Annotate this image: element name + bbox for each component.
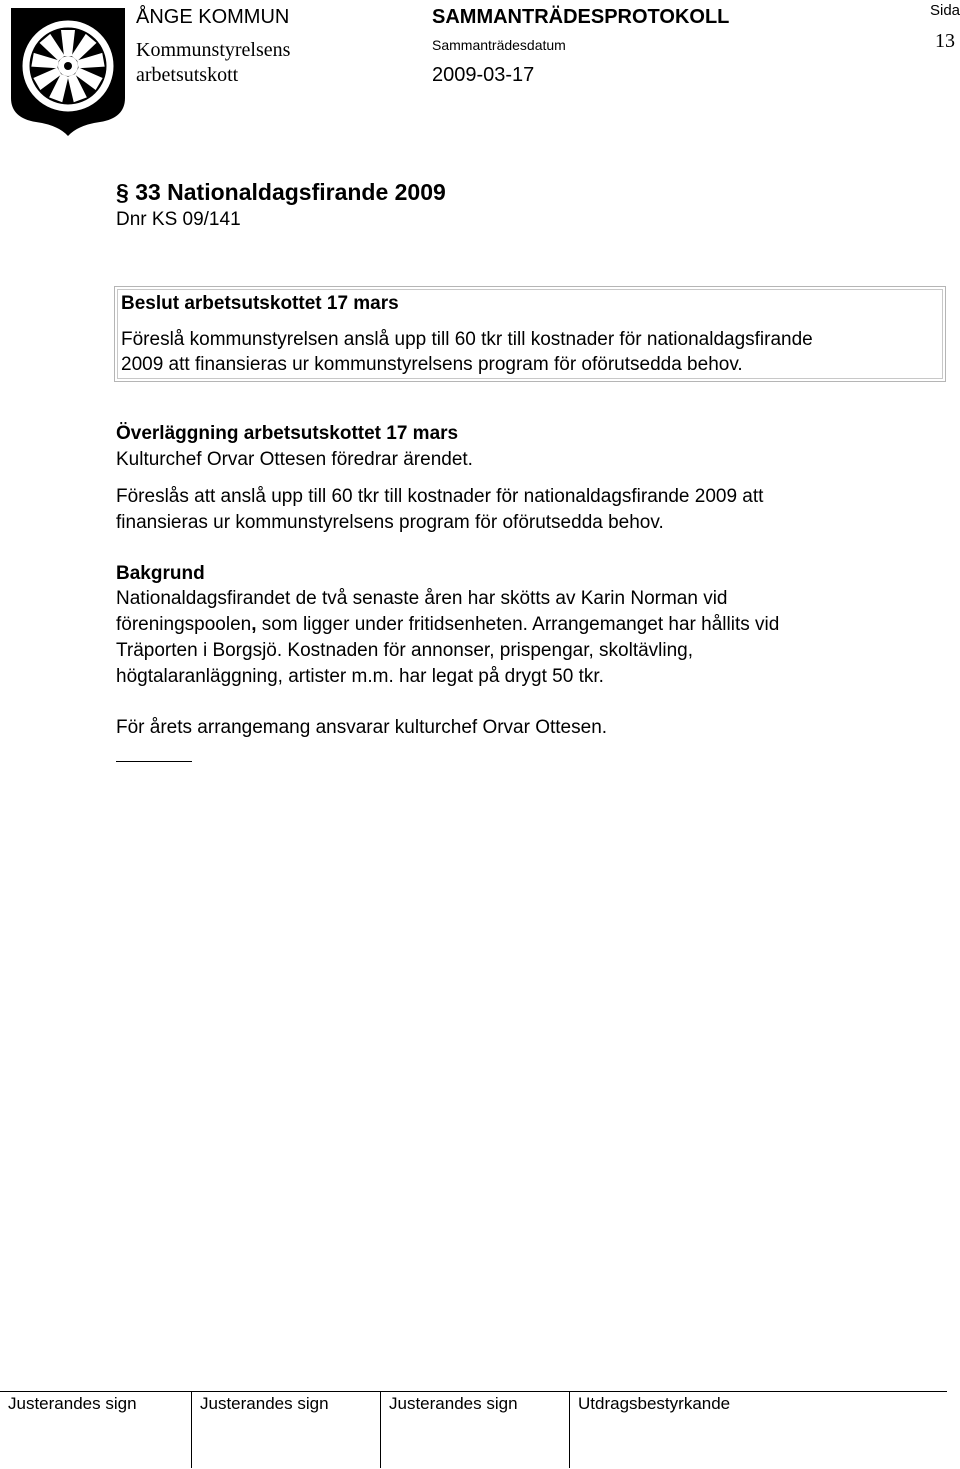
- coat-of-arms-logo: [8, 6, 128, 138]
- background-line: högtalaranläggning, artister m.m. har legat på drygt 50 tkr.: [116, 666, 604, 687]
- background-line: Träporten i Borgsjö. Kostnaden för annonser, prispengar, skoltävling,: [116, 640, 694, 661]
- footer-signature-label: Justerandes sign: [200, 1394, 329, 1413]
- committee-name-line2: arbetsutskott: [136, 64, 239, 86]
- background-text-span: föreningspoolen: [116, 614, 252, 635]
- footer-signature-label: Justerandes sign: [389, 1394, 518, 1413]
- page-number: 13: [935, 30, 955, 52]
- decision-text: [121, 327, 941, 377]
- responsible-statement: För årets arrangemang ansvarar kulturchef Orvar Ottesen.: [116, 717, 608, 738]
- decision-text-line: Föreslå kommunstyrelsen anslå upp till 60 tkr till kostnader för nationaldagsfirande: [121, 329, 813, 350]
- case-number: Dnr KS 09/141: [116, 209, 241, 230]
- background-line: [116, 612, 946, 638]
- end-rule: [116, 761, 192, 762]
- background-bold-comma: ,: [251, 614, 257, 635]
- footer-signature-cell: [191, 1392, 380, 1468]
- deliberation-heading: Överläggning arbetsutskottet 17 mars: [116, 423, 459, 444]
- decision-box: [114, 286, 946, 382]
- decision-text-line: 2009 att finansieras ur kommunstyrelsens program för oförutsedda behov.: [121, 354, 743, 375]
- deliberation-proposal: [116, 484, 946, 536]
- section-heading: [116, 178, 446, 206]
- committee-name-line1: Kommunstyrelsens: [136, 39, 291, 61]
- footer-signature-cell: [0, 1392, 192, 1468]
- background-heading: Bakgrund: [116, 563, 205, 584]
- meeting-date: 2009-03-17: [432, 64, 535, 86]
- footer-signature-cell: [380, 1392, 569, 1468]
- background-text: [116, 586, 946, 690]
- meeting-date-label: Sammanträdesdatum: [432, 37, 566, 53]
- footer-certification-cell: [569, 1392, 947, 1468]
- page-label: Sida: [930, 2, 960, 19]
- document-type: SAMMANTRÄDESPROTOKOLL: [432, 6, 730, 28]
- footer-certification-label: Utdragsbestyrkande: [578, 1394, 731, 1413]
- municipality-name: ÅNGE KOMMUN: [136, 6, 290, 28]
- footer-signature-label: Justerandes sign: [8, 1394, 137, 1413]
- background-line: Nationaldagsfirandet de två senaste åren har skötts av Karin Norman vid: [116, 588, 728, 609]
- background-text-span: som ligger under fritidsenheten. Arrangemanget har hållits vid: [256, 614, 780, 635]
- section-title: 33 Nationaldagsfirande 2009: [135, 179, 446, 205]
- deliberation-text: Kulturchef Orvar Ottesen föredrar ärendet.: [116, 449, 473, 470]
- decision-title: Beslut arbetsutskottet 17 mars: [121, 293, 399, 314]
- paragraph-symbol: §: [116, 179, 129, 205]
- proposal-line: Föreslås att anslå upp till 60 tkr till kostnader för nationaldagsfirande 2009 att: [116, 486, 764, 507]
- proposal-line: finansieras ur kommunstyrelsens program för oförutsedda behov.: [116, 512, 664, 533]
